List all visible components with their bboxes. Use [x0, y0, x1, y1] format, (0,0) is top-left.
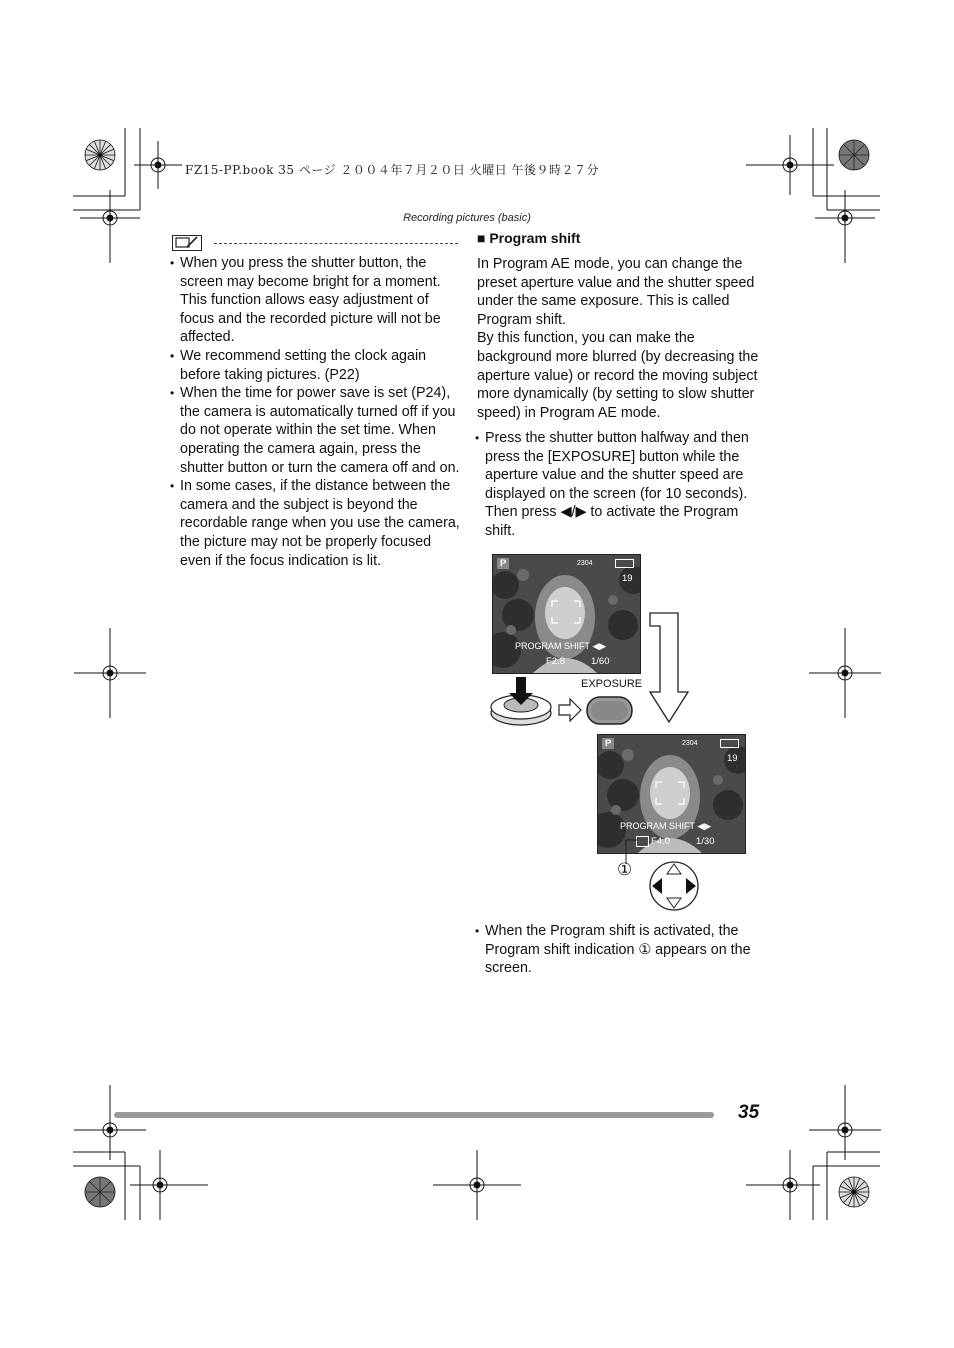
- shutter-button-icon: [488, 675, 558, 730]
- shutter-speed: 1/30: [696, 836, 715, 847]
- mode-indicator: P: [497, 558, 509, 569]
- footer-bar: [114, 1112, 714, 1118]
- aperture-value: F2.8: [546, 656, 566, 667]
- pencil-note-icon: [173, 236, 200, 249]
- flow-down-arrow-icon: [648, 612, 692, 726]
- program-shift-label: PROGRAM SHIFT ◀▶: [515, 641, 607, 651]
- mode-indicator: P: [602, 738, 614, 749]
- callout-number: ①: [617, 860, 633, 879]
- note-item: • When the time for power save is set (P24), the camera is automatically turned off if you do not operate within the set time. When operating the camera again, press the shutter button or turn the camera off and on.: [170, 384, 460, 477]
- resolution-indicator: 2304: [682, 740, 698, 747]
- note-icon: [172, 235, 202, 251]
- notes-column: [170, 254, 460, 570]
- aperture-value: F4.0: [651, 836, 671, 847]
- exposure-button-label: EXPOSURE: [581, 678, 643, 690]
- note-divider: [214, 243, 458, 244]
- step-item: • Press the shutter button halfway and then press the [EXPOSURE] button while the aperture value and the shutter speed are displayed on the screen (for 10 seconds). Then press ◀/▶ to activate the Program shift.: [475, 429, 765, 541]
- remaining-shots: 19: [727, 753, 738, 764]
- notes-list: [170, 254, 460, 570]
- resolution-indicator: 2304: [577, 560, 593, 567]
- cursor-pad-icon: [648, 860, 700, 912]
- camera-screen-before: [492, 554, 641, 674]
- page-number: 35: [738, 1102, 760, 1123]
- note-item: • We recommend setting the clock again before taking pictures. (P22): [170, 347, 460, 384]
- exposure-button-icon: [586, 696, 634, 726]
- result-item: • When the Program shift is activated, the Program shift indication ① appears on the screen.: [475, 922, 765, 978]
- battery-icon: [615, 559, 634, 568]
- result-note: [475, 922, 765, 978]
- section-intro: [477, 255, 762, 422]
- battery-icon: [720, 739, 739, 748]
- intro-paragraph: In Program AE mode, you can change the preset aperture value and the shutter speed under the same exposure. This is called Program shift.: [477, 256, 755, 328]
- remaining-shots: 19: [622, 573, 633, 584]
- note-item: • In some cases, if the distance between the camera and the subject is beyond the recordable range when you use the camera, the picture may not be properly focused even if the focus indication is lit.: [170, 477, 460, 570]
- running-head: Recording pictures (basic): [403, 212, 531, 224]
- program-shift-label: PROGRAM SHIFT ◀▶: [620, 821, 712, 831]
- print-header: FZ15-PP.book 35 ページ ２００４年７月２０日 火曜日 午後９時２７分: [185, 163, 600, 177]
- section-title: ■ Program shift: [477, 230, 581, 246]
- step-instruction: [475, 429, 765, 541]
- next-step-arrow-icon: [558, 698, 582, 722]
- note-item: • When you press the shutter button, the screen may become bright for a moment. This function allows easy adjustment of focus and the recorded picture will not be affected.: [170, 254, 460, 347]
- focus-frame: [655, 781, 685, 805]
- focus-frame: [551, 600, 581, 624]
- shutter-speed: 1/60: [591, 656, 610, 667]
- intro-paragraph: By this function, you can make the background more blurred (by decreasing the aperture value) or record the moving subject more dynamically (by setting to slow shutter speed) in Program AE mode.: [477, 330, 759, 421]
